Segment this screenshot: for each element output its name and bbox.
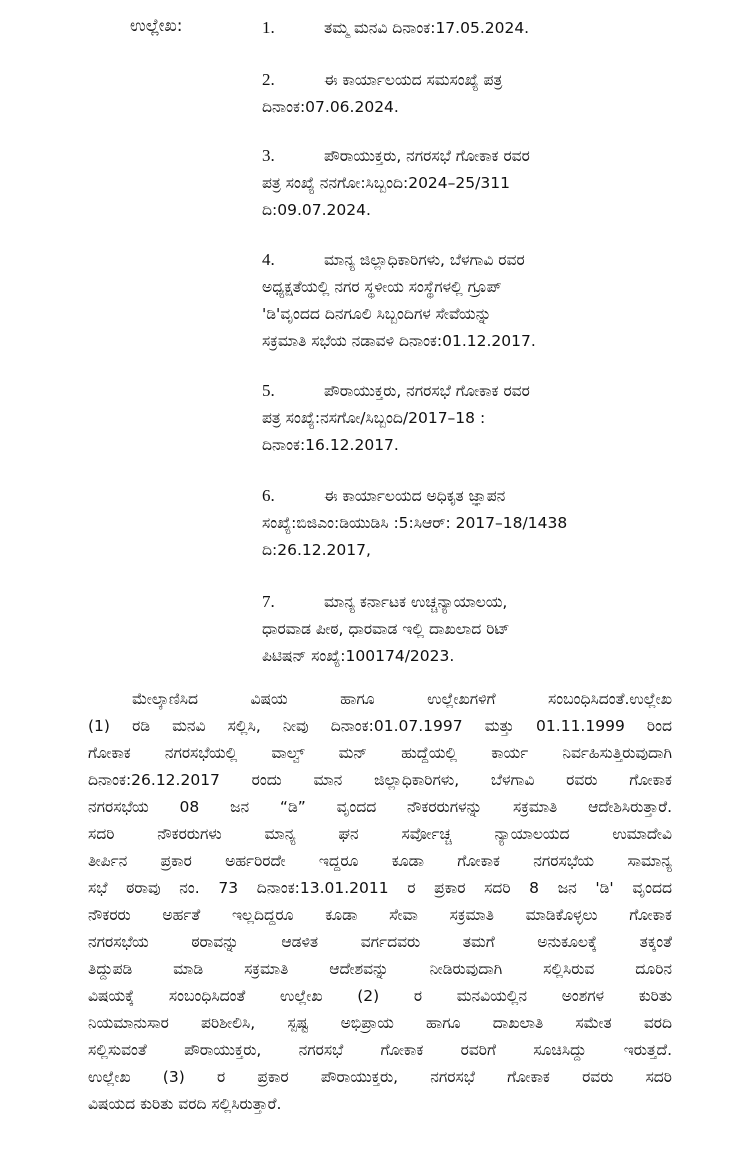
reference-line	[262, 274, 662, 301]
body-line: (1) ರಡಿ ಮನವಿ ಸಲ್ಲಿಸಿ, ನೀವು ದಿನಾಂಕ:01.07.1997 ಮತ್ತು 01.11.1999 ರಿಂದ	[88, 717, 672, 735]
body-line: ನೌಕರರು ಅರ್ಹತೆ ಇಲ್ಲದಿದ್ದರೂ ಕೂಡಾ ಸೇವಾ ಸಕ್ರಮಾತಿ ಮಾಡಿಕೊಳ್ಳಲು ಗೋಕಾಕ	[88, 906, 672, 924]
body-line: ವಿಷಯಕ್ಕೆ ಸಂಬಂಧಿಸಿದಂತೆ ಉಲ್ಲೇಖ (2) ರ ಮನವಿಯಲ್ಲಿನ ಅಂಶಗಳ ಕುರಿತು	[88, 987, 672, 1005]
reference-line	[262, 66, 662, 94]
reference-number: 3.	[262, 146, 275, 165]
reference-line	[262, 432, 662, 459]
reference-line	[262, 301, 662, 328]
reference-item	[262, 482, 662, 564]
reference-text: ಪತ್ರ ಸಂಖ್ಯೆ:ನಸಗೋ/ಸಿಬ್ಬಂದಿ/2017–18 :	[262, 409, 486, 427]
reference-item	[262, 66, 662, 121]
reference-text: ದಿ:09.07.2024.	[262, 201, 371, 219]
reference-line	[262, 197, 662, 224]
reference-text: ಪೌರಾಯುಕ್ತರು, ನಗರಸಭೆ ಗೋಕಾಕ ರವರ	[324, 147, 530, 165]
reference-text: ಈ ಕಾರ್ಯಾಲಯದ ಅಧಿಕೃತ ಜ್ಞಾಪನ	[324, 487, 506, 505]
reference-line	[262, 170, 662, 197]
reference-line	[262, 537, 662, 564]
reference-item	[262, 246, 662, 355]
reference-number: 7.	[262, 592, 275, 611]
body-line: ಗೋಕಾಕ ನಗರಸಭೆಯಲ್ಲಿ ವಾಲ್ವ್ ಮನ್ ಹುದ್ದೆಯಲ್ಲಿ ಕಾರ್ಯ ನಿರ್ವಹಿಸುತ್ತಿರುವುದಾಗಿ	[88, 744, 672, 762]
reference-line	[262, 588, 662, 616]
body-line: ತೀರ್ಪಿನ ಪ್ರಕಾರ ಅರ್ಹರಿರದೇ ಇದ್ದರೂ ಕೂಡಾ ಗೋಕಾಕ ನಗರಸಭೆಯ ಸಾಮಾನ್ಯ	[88, 852, 672, 870]
reference-text: ಈ ಕಾರ್ಯಾಲಯದ ಸಮಸಂಖ್ಯೆ ಪತ್ರ	[324, 71, 503, 89]
reference-text: ಪತ್ರ ಸಂಖ್ಯೆ ನನಗೋ:ಸಿಬ್ಬಂದಿ:2024–25/311	[262, 174, 510, 192]
reference-text: ಧಾರವಾಡ ಪೀಠ, ಧಾರವಾಡ ಇಲ್ಲಿ ದಾಖಲಾದ ರಿಟ್	[262, 620, 510, 638]
body-line: ನಿಯಮಾನುಸಾರ ಪರಿಶೀಲಿಸಿ, ಸ್ಪಷ್ಟ ಅಭಿಪ್ರಾಯ ಹಾಗೂ ದಾಖಲಾತಿ ಸಮೇತ ವರದಿ	[88, 1014, 672, 1032]
reference-line	[262, 510, 662, 537]
reference-list	[262, 14, 662, 670]
reference-line	[262, 14, 662, 42]
reference-number: 1.	[262, 18, 275, 37]
reference-text: ಅಧ್ಯಕ್ಷತೆಯಲ್ಲಿ ನಗರ ಸ್ಥಳೀಯ ಸಂಸ್ಥೆಗಳಲ್ಲಿ ಗ್ರೂಪ್	[262, 278, 502, 296]
reference-label: ಉಲ್ಲೇಖ:	[130, 16, 183, 36]
reference-text: ದಿ:26.12.2017,	[262, 541, 371, 559]
body-line: ನಗರಸಭೆಯ ಠರಾವನ್ನು ಆಡಳಿತ ವರ್ಗದವರು ತಮಗೆ ಅನುಕೂಲಕ್ಕೆ ತಕ್ಕಂತೆ	[88, 933, 672, 951]
body-line: ನಗರಸಭೆಯ 08 ಜನ “ಡಿ” ವೃಂದದ ನೌಕರರುಗಳನ್ನು ಸಕ್ರಮಾತಿ ಆದೇಶಿಸಿರುತ್ತಾರೆ.	[88, 798, 672, 816]
body-line: ದಿನಾಂಕ:26.12.2017 ರಂದು ಮಾನ ಜಿಲ್ಲಾಧಿಕಾರಿಗಳು, ಬೆಳಗಾವಿ ರವರು ಗೋಕಾಕ	[88, 771, 672, 789]
reference-text: ಸಕ್ರಮಾತಿ ಸಭೆಯ ನಡಾವಳಿ ದಿನಾಂಕ:01.12.2017.	[262, 332, 536, 350]
body-line: ತಿದ್ದುಪಡಿ ಮಾಡಿ ಸಕ್ರಮಾತಿ ಆದೇಶವನ್ನು ನೀಡಿರುವುದಾಗಿ ಸಲ್ಲಿಸಿರುವ ದೂರಿನ	[88, 960, 672, 978]
reference-line	[262, 482, 662, 510]
body-line: ಸದರಿ ನೌಕರರುಗಳು ಮಾನ್ಯ ಘನ ಸರ್ವೋಚ್ಚ ನ್ಯಾಯಾಲಯದ ಉಮಾದೇವಿ	[88, 825, 672, 843]
body-line: ಸಲ್ಲಿಸುವಂತೆ ಪೌರಾಯುಕ್ತರು, ನಗರಸಭೆ ಗೋಕಾಕ ರವರಿಗೆ ಸೂಚಿಸಿದ್ದು ಇರುತ್ತದೆ.	[88, 1041, 672, 1059]
reference-text: ತಮ್ಮ ಮನವಿ ದಿನಾಂಕ:17.05.2024.	[324, 19, 530, 37]
reference-text: ದಿನಾಂಕ:07.06.2024.	[262, 98, 399, 116]
reference-text: ಮಾನ್ಯ ಜಿಲ್ಲಾಧಿಕಾರಿಗಳು, ಬೆಳಗಾವಿ ರವರ	[324, 251, 525, 269]
reference-number: 4.	[262, 250, 275, 269]
reference-item	[262, 588, 662, 670]
reference-item	[262, 14, 662, 42]
body-line: ವಿಷಯದ ಕುರಿತು ವರದಿ ಸಲ್ಲಿಸಿರುತ್ತಾರೆ.	[88, 1095, 282, 1113]
reference-text: ಪೌರಾಯುಕ್ತರು, ನಗರಸಭೆ ಗೋಕಾಕ ರವರ	[324, 382, 530, 400]
reference-number: 6.	[262, 486, 275, 505]
reference-line	[262, 643, 662, 670]
reference-item	[262, 377, 662, 459]
reference-text: ಪಿಟಿಷನ್ ಸಂಖ್ಯೆ:100174/2023.	[262, 647, 455, 665]
body-line: ಸಭೆ ಠರಾವು ನಂ. 73 ದಿನಾಂಕ:13.01.2011 ರ ಪ್ರಕಾರ ಸದರಿ 8 ಜನ 'ಡಿ' ವೃಂದದ	[88, 879, 672, 897]
body-line: ಉಲ್ಲೇಖ (3) ರ ಪ್ರಕಾರ ಪೌರಾಯುಕ್ತರು, ನಗರಸಭೆ ಗೋಕಾಕ ರವರು ಸದರಿ	[88, 1068, 672, 1086]
body-line: ಮೇಲ್ಕಾಣಿಸಿದ ವಿಷಯ ಹಾಗೂ ಉಲ್ಲೇಖಗಳಿಗೆ ಸಂಬಂಧಿಸಿದಂತೆ.ಉಲ್ಲೇಖ	[132, 690, 672, 708]
reference-number: 2.	[262, 70, 275, 89]
reference-text: ದಿನಾಂಕ:16.12.2017.	[262, 436, 399, 454]
reference-text: ಮಾನ್ಯ ಕರ್ನಾಟಕ ಉಚ್ಚನ್ಯಾಯಾಲಯ,	[324, 593, 508, 611]
reference-line	[262, 246, 662, 274]
reference-line	[262, 616, 662, 643]
reference-number: 5.	[262, 381, 275, 400]
reference-text: ಸಂಖ್ಯೆ:ಬಿಜಿಎಂ:ಡಿಯುಡಿಸಿ :5:ಸಿಆರ್: 2017–18/1438	[262, 514, 568, 532]
reference-line	[262, 405, 662, 432]
reference-line	[262, 328, 662, 355]
body-paragraph	[88, 686, 672, 1118]
reference-line	[262, 142, 662, 170]
reference-line	[262, 94, 662, 121]
reference-text: 'ಡಿ'ವೃಂದದ ದಿನಗೂಲಿ ಸಿಬ್ಬಂದಿಗಳ ಸೇವೆಯನ್ನು	[262, 305, 492, 323]
reference-line	[262, 377, 662, 405]
reference-item	[262, 142, 662, 224]
